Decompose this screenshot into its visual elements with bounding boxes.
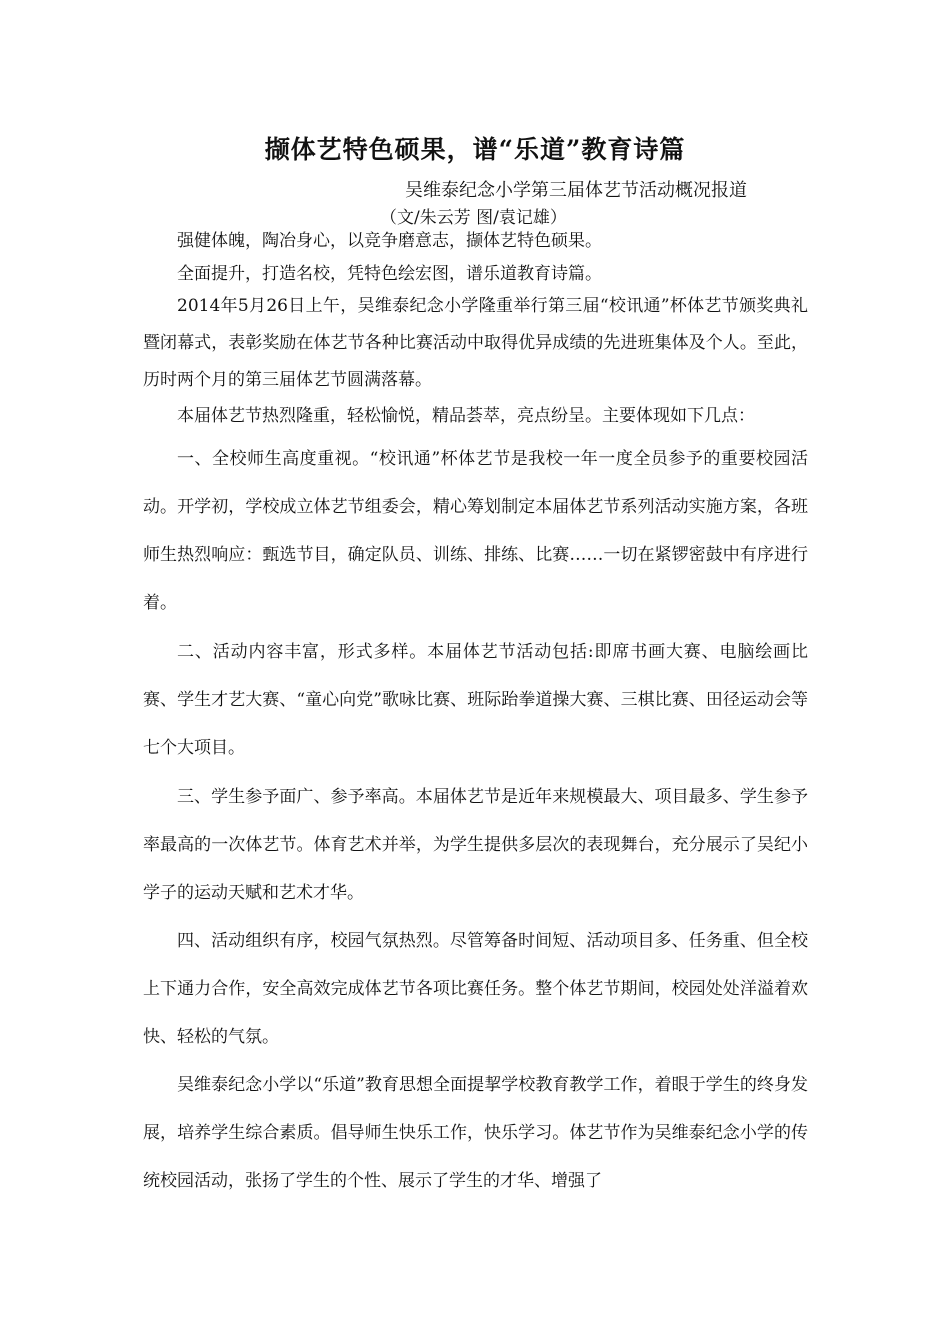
paragraph-8: 四、活动组织有序，校园气氛热烈。尽管筹备时间短、活动项目多、任务重、但全校上下通力合作，安全高效完成体艺节各项比赛任务。整个体艺节期间，校园处处洋溢着欢快、轻松的气氛。 — [143, 931, 808, 1047]
paragraph-1: 强健体魄，陶冶身心，以竞争磨意志，撷体艺特色硕果。 — [177, 231, 602, 251]
paragraph-6: 二、活动内容丰富，形式多样。本届体艺节活动包括:即席书画大赛、电脑绘画比赛、学生才艺大赛、“童心向党”歌咏比赛、班际跆拳道操大赛、三棋比赛、田径运动会等七个大项目。 — [143, 642, 808, 758]
paragraph-7: 三、学生参予面广、参予率高。本届体艺节是近年来规模最大、项目最多、学生参予率最高的一次体艺节。体育艺术并举，为学生提供多层次的表现舞台，充分展示了吴纪小学子的运动天赋和艺术才华。 — [143, 787, 808, 903]
paragraph-2: 全面提升，打造名校，凭特色绘宏图，谱乐道教育诗篇。 — [177, 264, 602, 284]
article-byline: （文/朱云芳 图/袁记雄） — [380, 208, 567, 228]
paragraph-4: 本届体艺节热烈隆重，轻松愉悦，精品荟萃，亮点纷呈。主要体现如下几点： — [177, 406, 755, 426]
paragraph-5: 一、全校师生高度重视。“校讯通”杯体艺节是我校一年一度全员参予的重要校园活动。开学初，学校成立体艺节组委会，精心筹划制定本届体艺节系列活动实施方案，各班师生热烈响应：甄选节目，确定队员、训练、排练、比赛……一切在紧锣密鼓中有序进行着。 — [143, 449, 808, 613]
paragraph-3: 2014年5月26日上午，吴维泰纪念小学隆重举行第三届“校讯通”杯体艺节颁奖典礼暨闭幕式，表彰奖励在体艺节各种比赛活动中取得优异成绩的先进班集体及个人。至此，历时两个月的第三届体艺节圆满落幕。 — [143, 296, 808, 390]
article-subtitle: 吴维泰纪念小学第三届体艺节活动概况报道 — [405, 180, 747, 201]
article-title: 撷体艺特色硕果，谱“乐道”教育诗篇 — [264, 135, 686, 164]
paragraph-9: 吴维泰纪念小学以“乐道”教育思想全面提挈学校教育教学工作，着眼于学生的终身发展，培养学生综合素质。倡导师生快乐工作，快乐学习。体艺节作为吴维泰纪念小学的传统校园活动，张扬了学生的个性、展示了学生的才华、增强了 — [143, 1075, 808, 1191]
